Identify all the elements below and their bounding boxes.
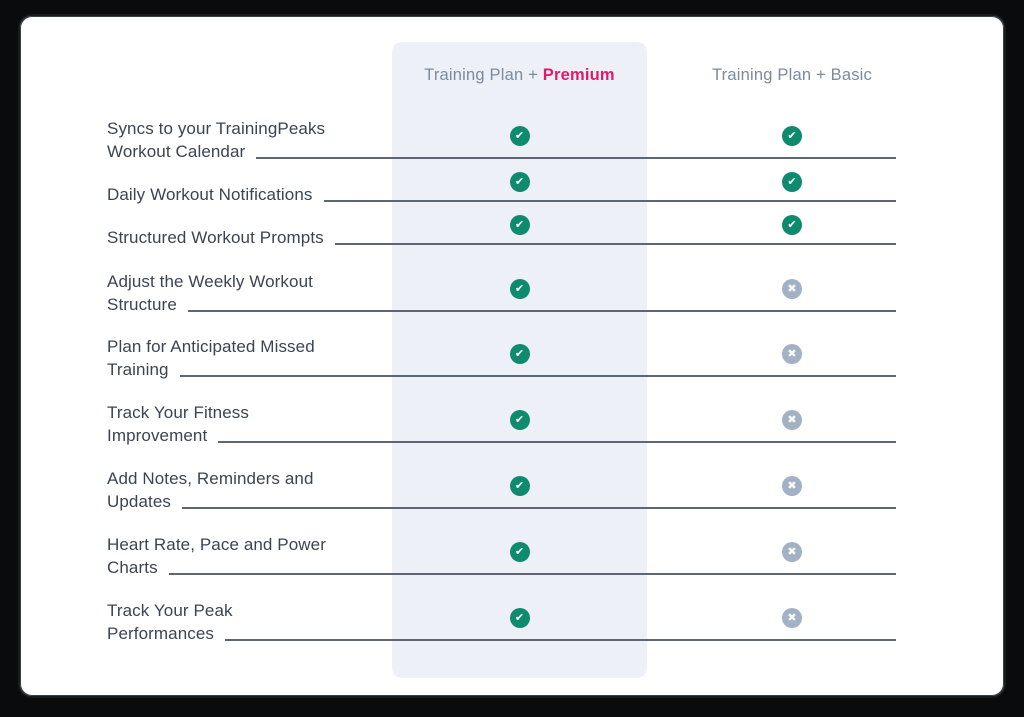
- cross-icon: ✖: [782, 410, 802, 430]
- feature-label: Structured Workout Prompts: [107, 226, 392, 249]
- comparison-card: [18, 14, 1006, 698]
- check-icon: ✔: [782, 126, 802, 146]
- basic-column-header: Training Plan + Basic: [712, 65, 872, 84]
- table-row: [107, 443, 937, 509]
- cross-icon: ✖: [782, 279, 802, 299]
- table-row: [107, 159, 937, 202]
- feature-label: Plan for Anticipated Missed Training: [107, 335, 392, 381]
- premium-column-header: [392, 66, 647, 85]
- check-icon: ✔: [510, 608, 530, 628]
- feature-label: Syncs to your TrainingPeaks Workout Calendar: [107, 117, 392, 163]
- table-row: [107, 112, 937, 159]
- premium-header-prefix: Training Plan +: [424, 65, 543, 84]
- feature-label: Daily Workout Notifications: [107, 183, 392, 206]
- check-icon: ✔: [510, 476, 530, 496]
- check-icon: ✔: [510, 542, 530, 562]
- check-icon: ✔: [510, 172, 530, 192]
- cross-icon: ✖: [782, 542, 802, 562]
- table-row: [107, 377, 937, 443]
- check-icon: ✔: [510, 126, 530, 146]
- check-icon: ✔: [782, 172, 802, 192]
- feature-label: Heart Rate, Pace and Power Charts: [107, 533, 392, 579]
- feature-label: Track Your Fitness Improvement: [107, 401, 392, 447]
- premium-header-highlight: Premium: [542, 65, 615, 84]
- cross-icon: ✖: [782, 476, 802, 496]
- cross-icon: ✖: [782, 608, 802, 628]
- table-row: [107, 202, 937, 245]
- column-headers: [107, 58, 937, 92]
- check-icon: ✔: [510, 344, 530, 364]
- feature-label: Adjust the Weekly Workout Structure: [107, 270, 392, 316]
- check-icon: ✔: [510, 215, 530, 235]
- check-icon: ✔: [510, 410, 530, 430]
- feature-comparison-table: [107, 112, 937, 641]
- table-row: [107, 245, 937, 312]
- feature-label: Add Notes, Reminders and Updates: [107, 467, 392, 513]
- cross-icon: ✖: [782, 344, 802, 364]
- feature-label: Track Your Peak Performances: [107, 599, 392, 645]
- table-row: [107, 312, 937, 377]
- check-icon: ✔: [510, 279, 530, 299]
- check-icon: ✔: [782, 215, 802, 235]
- table-row: [107, 575, 937, 641]
- table-row: [107, 509, 937, 575]
